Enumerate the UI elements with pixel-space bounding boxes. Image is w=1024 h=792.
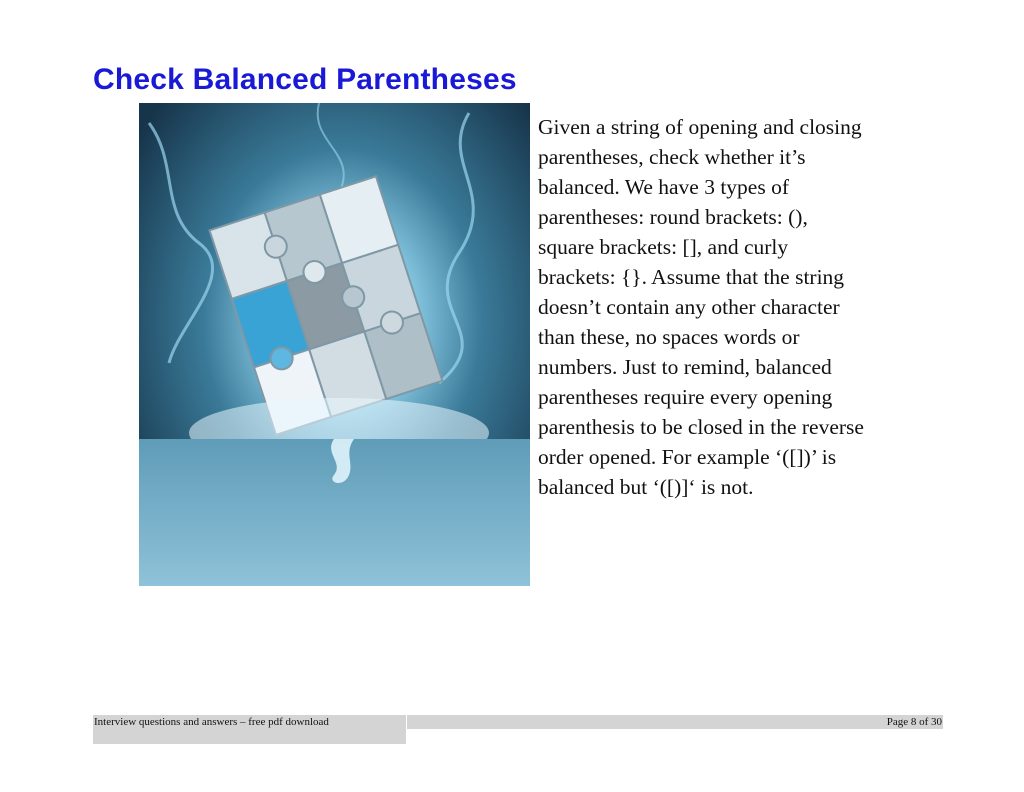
puzzle-pieces-image [139,103,530,586]
description-line: balanced. We have 3 types of [538,175,789,199]
description-line: parentheses require every opening [538,385,833,409]
footer-bar-lower [93,729,407,744]
description-line: numbers. Just to remind, balanced [538,355,832,379]
footer-caption: Interview questions and answers – free pdf download [94,716,329,728]
description-line: square brackets: [], and curly [538,235,789,259]
description-line: balanced but ‘([)]‘ is not. [538,475,754,499]
description-line: than these, no spaces words or [538,325,800,349]
description-line: order opened. For example ‘([])’ is [538,445,837,469]
footer-divider [406,715,407,744]
description-line: doesn’t contain any other character [538,295,840,319]
description-line: parentheses, check whether it’s [538,145,806,169]
description-line: Given a string of opening and closing [538,115,862,139]
page-number: Page 8 of 30 [886,716,942,728]
description-line: parentheses: round brackets: (), [538,205,808,229]
page-title: Check Balanced Parentheses [93,63,517,96]
description-line: brackets: {}. Assume that the string [538,265,845,289]
description-paragraph [538,112,938,502]
description-line: parenthesis to be closed in the reverse [538,415,864,439]
